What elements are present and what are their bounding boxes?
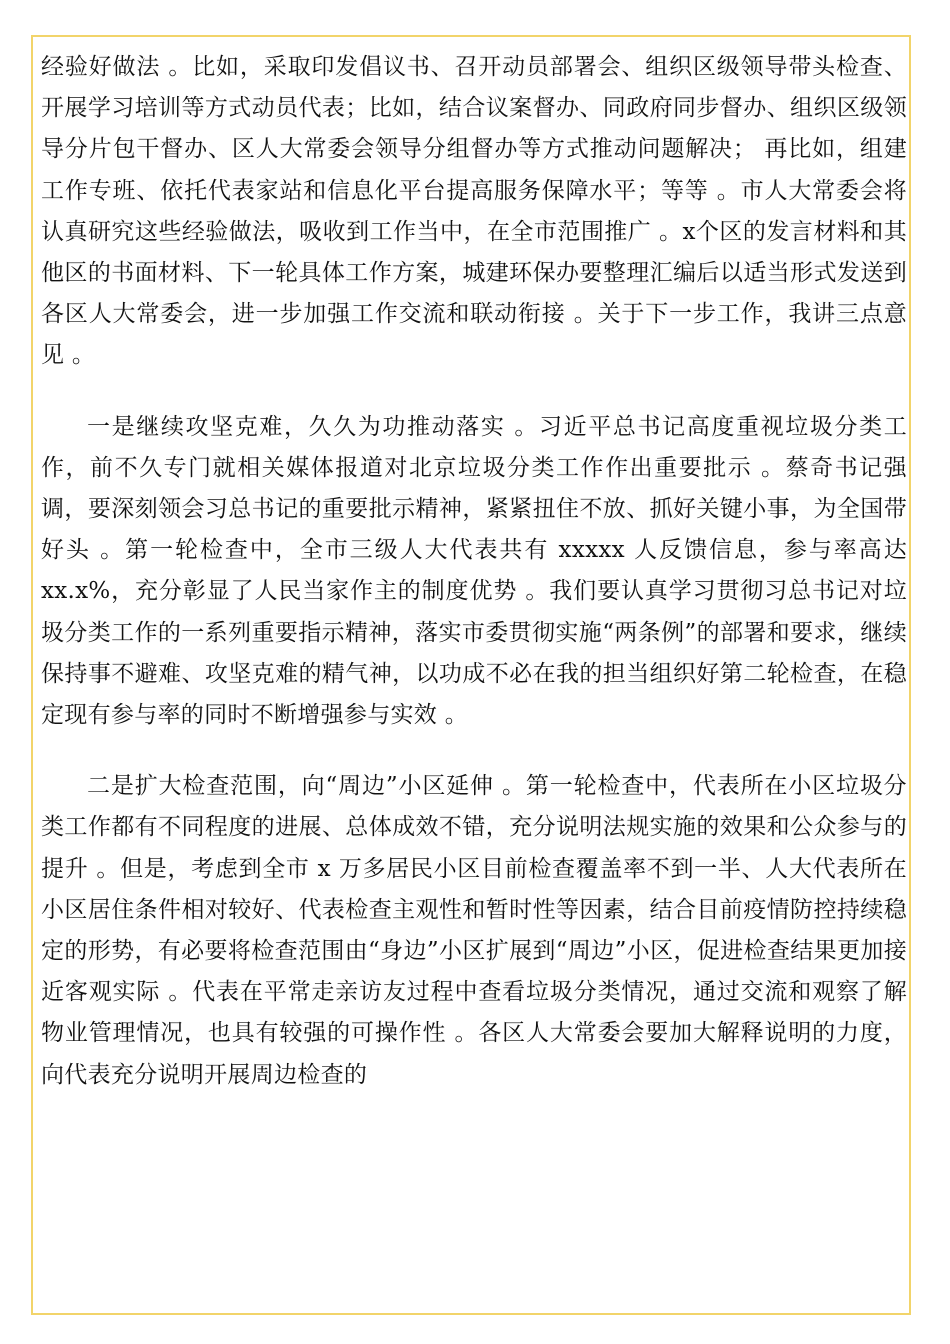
paragraph-3: 二是扩大检查范围，向“周边”小区延伸 。第一轮检查中，代表所在小区垃圾分类工作都有不同程度的进展、总体成效不错，充分说明法规实施的效果和公众参与的提升 。但是，考虑到全市 x 万多居民小区目前检查覆盖率不到一半、人大代表所在小区居住条件相对较好、代表检查主观性和暂时性等因素，结合目前疫情防控持续稳定的形势，有必要将检查范围由“身边”小区扩展到“周边”小区，促进检查结果更加接近客观实际 。代表在平常走亲访友过程中查看垃圾分类情况，通过交流和观察了解物业管理情况，也具有较强的可操作性 。各区人大常委会要加大解释说明的力度，向代表充分说明开展周边检查的 (41, 773, 907, 1088)
document-body (41, 47, 907, 1096)
paragraph-gap (41, 736, 907, 766)
paragraph-2: 一是继续攻坚克难，久久为功推动落实 。习近平总书记高度重视垃圾分类工作，前不久专门就相关媒体报道对北京垃圾分类工作作出重要批示 。蔡奇书记强调，要深刻领会习总书记的重要批示精神，紧紧扭住不放、抓好关键小事，为全国带好头 。第一轮检查中，全市三级人大代表共有 xxxxx 人反馈信息，参与率高达 xx.x%，充分彰显了人民当家作主的制度优势 。我们要认真学习贯彻习总书记对垃圾分类工作的一系列重要指示精神，落实市委贯彻实施“两条例”的部署和要求，继续保持事不避难、攻坚克难的精气神，以功成不必在我的担当组织好第二轮检查，在稳定现有参与率的同时不断增强参与实效 。 (41, 413, 907, 729)
paragraph-1: 经验好做法 。比如，采取印发倡议书、召开动员部署会、组织区级领导带头检查、开展学习培训等方式动员代表；比如，结合议案督办、同政府同步督办、组织区级领导分片包干督办、区人大常委会领导分组督办等方式推动问题解决； 再比如，组建工作专班、依托代表家站和信息化平台提高服务保障水平；等等 。市人大常委会将认真研究这些经验做法，吸收到工作当中，在全市范围推广 。x个区的发言材料和其他区的书面材料、下一轮具体工作方案，城建环保办要整理汇编后以适当形式发送到各区人大常委会，进一步加强工作交流和联动衔接 。关于下一步工作，我讲三点意见 。 (41, 54, 907, 369)
paragraph-gap (41, 377, 907, 407)
